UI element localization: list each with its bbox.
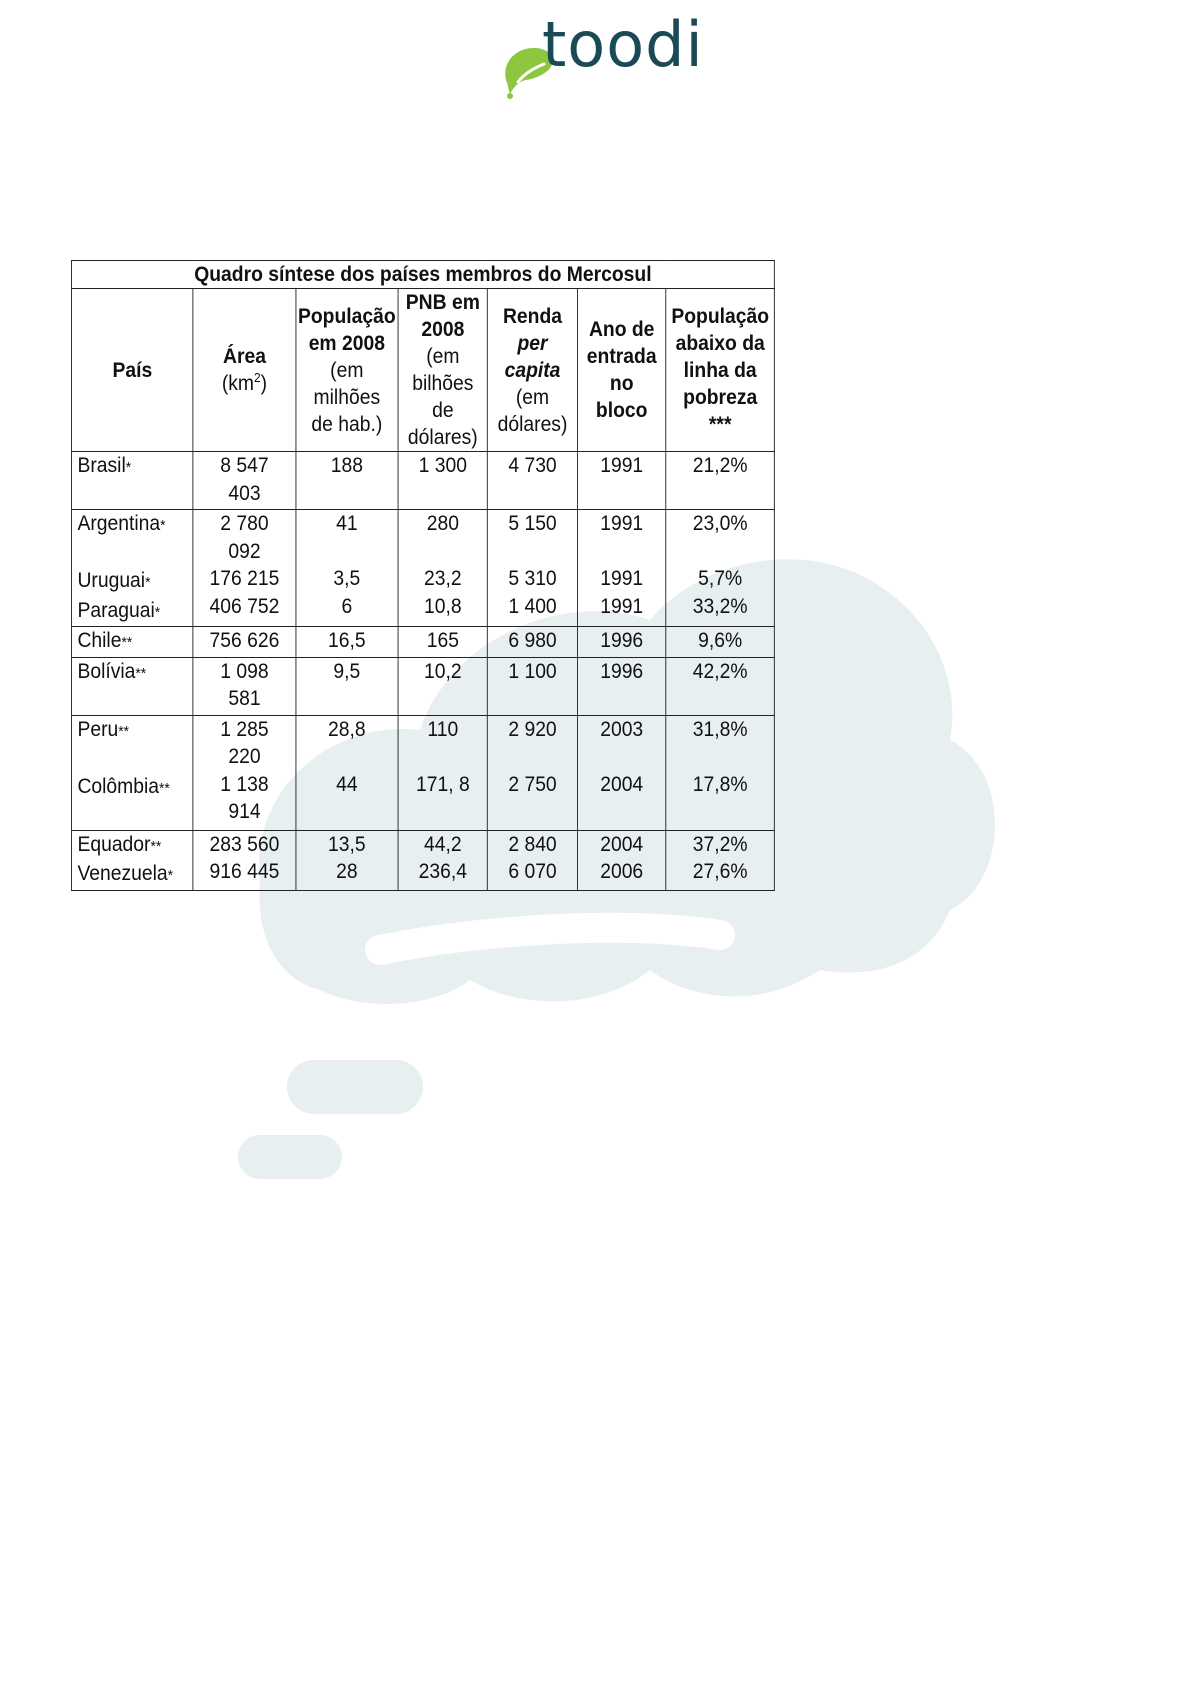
cell-poverty: 37,2% 27,6% bbox=[666, 830, 774, 890]
cell-income: 1 100 bbox=[488, 657, 578, 715]
header-area: Área $(km^2)$ bbox=[193, 289, 295, 452]
logo-wordmark: toodi bbox=[542, 8, 704, 81]
header-ano: Ano de entrada no bloco bbox=[577, 289, 666, 452]
cell-population: 16,5 bbox=[296, 627, 398, 658]
cell-pnb: 165 bbox=[398, 627, 488, 658]
cell-entry-year: 1996 bbox=[577, 657, 666, 715]
header-pais: País bbox=[71, 289, 193, 452]
cell-country: Argentina* Uruguai* Paraguai* bbox=[71, 510, 193, 627]
cell-population: 188 bbox=[296, 452, 398, 510]
cell-pnb: 44,2 236,4 bbox=[398, 830, 488, 890]
cell-poverty: 42,2% bbox=[666, 657, 774, 715]
cell-population: 13,5 28 bbox=[296, 830, 398, 890]
cell-country: Equador** Venezuela* bbox=[71, 830, 193, 890]
header-pnb: PNB em 2008 (em bilhões de dólares) bbox=[398, 289, 488, 452]
cell-pnb: 110 171, 8 bbox=[398, 715, 488, 830]
cell-poverty: 9,6% bbox=[666, 627, 774, 658]
cell-pnb: 10,2 bbox=[398, 657, 488, 715]
cell-entry-year: 1991 bbox=[577, 452, 666, 510]
cell-poverty: 21,2% bbox=[666, 452, 774, 510]
table-row-group bbox=[71, 715, 774, 830]
cell-area: 1 285 220 1 138 914 bbox=[193, 715, 295, 830]
cell-entry-year: 1991 1991 1991 bbox=[577, 510, 666, 627]
cell-country: Chile** bbox=[71, 627, 193, 658]
cell-income: 5 150 5 310 1 400 bbox=[488, 510, 578, 627]
cell-poverty: 31,8% 17,8% bbox=[666, 715, 774, 830]
cell-area: 1 098 581 bbox=[193, 657, 295, 715]
cell-population: 28,8 44 bbox=[296, 715, 398, 830]
header-populacao: População em 2008 (em milhões de hab.) bbox=[296, 289, 398, 452]
cell-entry-year: 2003 2004 bbox=[577, 715, 666, 830]
table-row-group bbox=[71, 510, 774, 627]
table-row-group bbox=[71, 627, 774, 658]
table-caption: Quadro síntese dos países membros do Mercosul bbox=[71, 261, 774, 289]
cell-income: 2 840 6 070 bbox=[488, 830, 578, 890]
header-pobreza: População abaixo da linha da pobreza *** bbox=[666, 289, 774, 452]
cell-entry-year: 1996 bbox=[577, 627, 666, 658]
cell-income: 6 980 bbox=[488, 627, 578, 658]
cell-country: Peru** Colômbia** bbox=[71, 715, 193, 830]
header-renda: Renda per capita (em dólares) bbox=[488, 289, 578, 452]
table-header-row bbox=[71, 289, 774, 452]
table-row-group bbox=[71, 452, 774, 510]
cell-entry-year: 2004 2006 bbox=[577, 830, 666, 890]
cell-country: Brasil* bbox=[71, 452, 193, 510]
cell-income: 4 730 bbox=[488, 452, 578, 510]
cell-population: 41 3,5 6 bbox=[296, 510, 398, 627]
mercosul-table-container bbox=[71, 260, 775, 891]
table-row-group bbox=[71, 657, 774, 715]
cell-area: 283 560 916 445 bbox=[193, 830, 295, 890]
cell-area: 756 626 bbox=[193, 627, 295, 658]
cell-pnb: 280 23,2 10,8 bbox=[398, 510, 488, 627]
cell-income: 2 920 2 750 bbox=[488, 715, 578, 830]
table-body bbox=[71, 452, 774, 891]
cell-pnb: 1 300 bbox=[398, 452, 488, 510]
mercosul-summary-table bbox=[71, 260, 775, 891]
cell-area: 8 547 403 bbox=[193, 452, 295, 510]
cell-population: 9,5 bbox=[296, 657, 398, 715]
cell-area: 2 780 092 176 215 406 752 bbox=[193, 510, 295, 627]
toodi-logo bbox=[500, 8, 704, 100]
cell-country: Bolívia** bbox=[71, 657, 193, 715]
table-row-group bbox=[71, 830, 774, 890]
cell-poverty: 23,0% 5,7% 33,2% bbox=[666, 510, 774, 627]
